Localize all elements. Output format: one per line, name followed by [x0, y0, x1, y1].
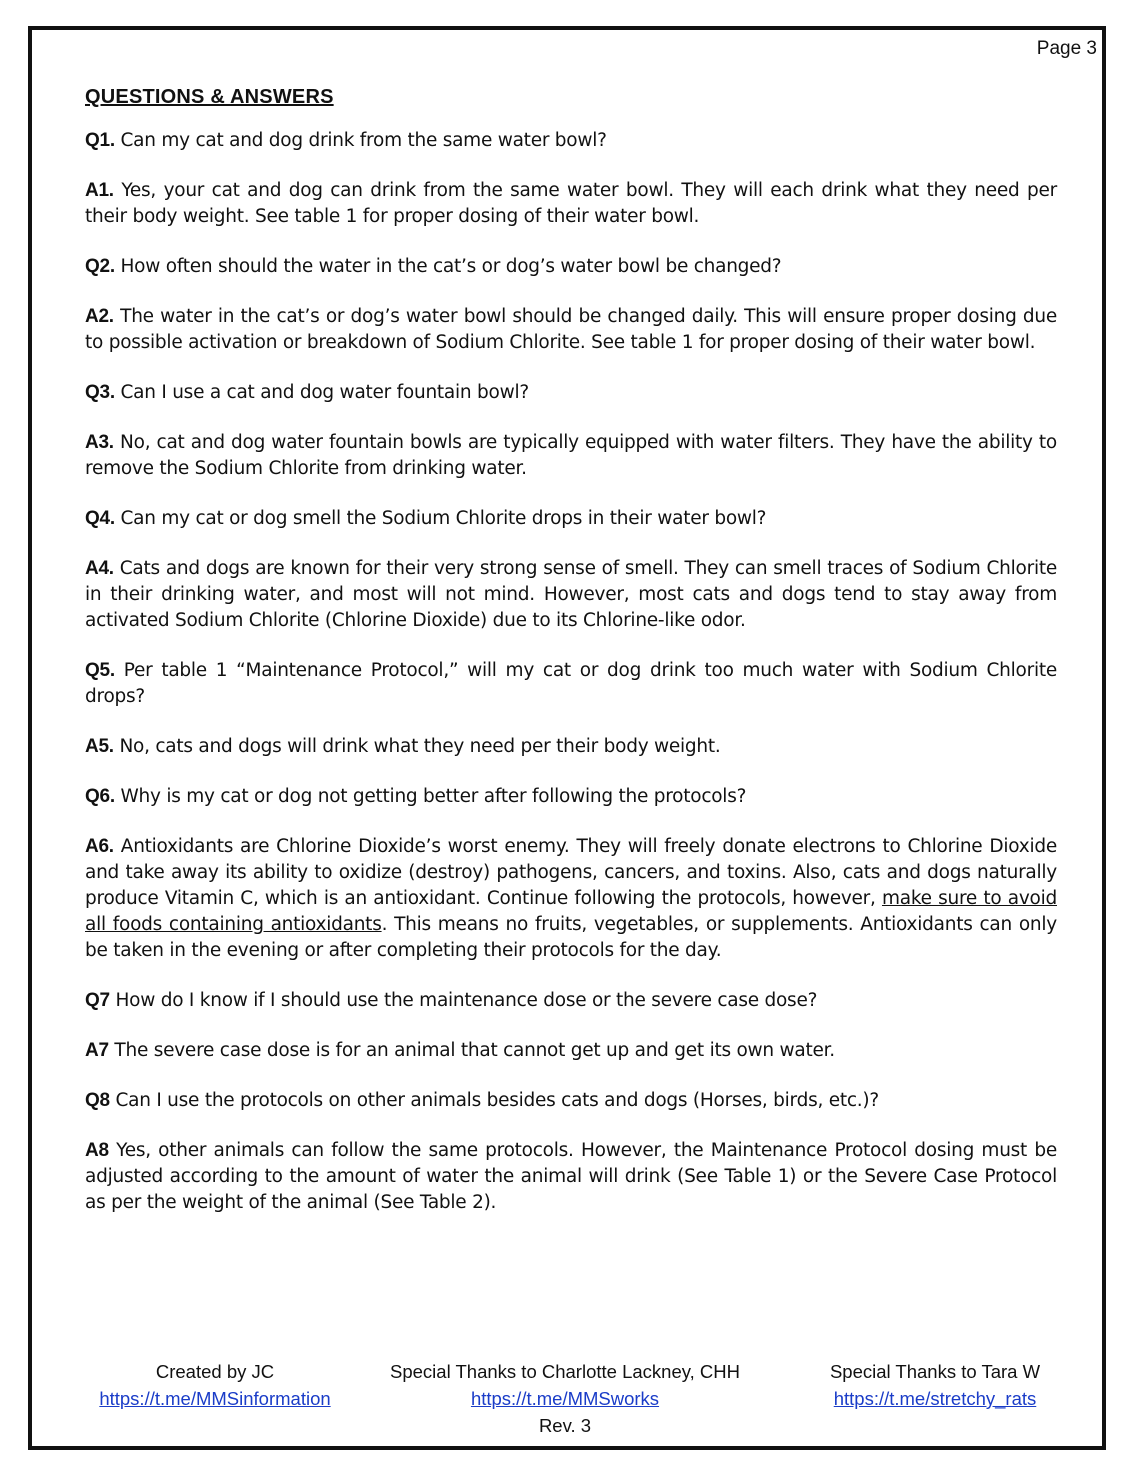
question-2: [85, 254, 1057, 280]
footer-link-stretchy-rats[interactable]: https://t.me/stretchy_rats: [833, 1388, 1037, 1409]
qa-text: No, cat and dog water fountain bowls are typically equipped with water filters. They have the ability to remove the Sodium Chlorite from drinking water.: [85, 432, 1057, 479]
qa-label: A8: [85, 1140, 109, 1161]
qa-text: Cats and dogs are known for their very strong sense of smell. They can smell traces of Sodium Chlorite in their drinking water, and most will not mind. However, most cats and dogs tend to stay away from activated Sodium Chlorite (Chlorine Dioxide) due to its Chlorine-like odor.: [85, 558, 1057, 631]
document-body: [85, 86, 1057, 1240]
qa-label: Q6.: [85, 786, 115, 807]
revision-label: Rev. 3: [538, 1415, 592, 1436]
question-7: [85, 988, 1057, 1014]
qa-text: Antioxidants are Chlorine Dioxide’s worst enemy. They will freely donate electrons to Chlorine Dioxide and take away its ability to oxidize (destroy) pathogens, cancers, and toxins. Also, cats and dogs naturally produce Vitamin C, which is an antioxidant. Continue following the protocols, however,: [85, 836, 1057, 909]
question-4: [85, 506, 1057, 532]
qa-text: Yes, other animals can follow the same protocols. However, the Maintenance Protocol dosing must be adjusted according to the amount of water the animal will drink (See Table 1) or the Severe Case Protocol as per the weight of the animal (See Table 2).: [85, 1140, 1057, 1213]
answer-3: [85, 430, 1057, 482]
qa-text: How do I know if I should use the maintenance dose or the severe case dose?: [109, 990, 818, 1011]
qa-label: Q5.: [85, 660, 115, 681]
question-1: [85, 128, 1057, 154]
footer-link-mmsworks[interactable]: https://t.me/MMSworks: [470, 1388, 660, 1409]
qa-text: Can my cat or dog smell the Sodium Chlorite drops in their water bowl?: [114, 508, 767, 529]
footer-link-mmsinformation[interactable]: https://t.me/MMSinformation: [99, 1388, 331, 1409]
qa-label: A6.: [85, 836, 114, 857]
qa-text: How often should the water in the cat’s or dog’s water bowl be changed?: [114, 256, 782, 277]
page-number: Page 3: [1036, 38, 1097, 59]
answer-6: [85, 834, 1057, 964]
qa-text: No, cats and dogs will drink what they need per their body weight.: [113, 736, 721, 757]
qa-text: Can I use a cat and dog water fountain bowl?: [114, 382, 529, 403]
qa-label: Q3.: [85, 382, 115, 403]
section-heading: QUESTIONS & ANSWERS: [85, 86, 334, 108]
footer-credit-text: Special Thanks to Charlotte Lackney, CHH: [390, 1361, 740, 1382]
qa-label: A7: [85, 1040, 109, 1061]
qa-label: Q1.: [85, 130, 115, 151]
qa-text: Can my cat and dog drink from the same water bowl?: [114, 130, 607, 151]
footer-credit-text: Created by JC: [155, 1361, 275, 1382]
footer-credit-thanks-charlotte: [380, 1358, 750, 1439]
question-6: [85, 784, 1057, 810]
answer-7: [85, 1038, 1057, 1064]
qa-label: A1.: [85, 180, 114, 201]
qa-label: A2.: [85, 306, 114, 327]
answer-4: [85, 556, 1057, 634]
qa-text: Yes, your cat and dog can drink from the same water bowl. They will each drink what they need per their body weight. See table 1 for proper dosing of their water bowl.: [85, 180, 1057, 227]
qa-label: Q4.: [85, 508, 115, 529]
qa-text: Why is my cat or dog not getting better after following the protocols?: [114, 786, 747, 807]
answer-5: [85, 734, 1057, 760]
qa-label: A4.: [85, 558, 114, 579]
qa-text-after: . This means no fruits, vegetables, or supplements. Antioxidants can only be taken in the evening or after completing their protocols for the day.: [85, 914, 1057, 961]
answer-1: [85, 178, 1057, 230]
qa-text: The severe case dose is for an animal that cannot get up and get its own water.: [108, 1040, 835, 1061]
qa-underlined-text: make sure to avoid all foods containing antioxidants: [85, 888, 1057, 935]
footer-credit-text: Special Thanks to Tara W: [829, 1361, 1041, 1382]
qa-label: A5.: [85, 736, 114, 757]
question-5: [85, 658, 1057, 710]
question-3: [85, 380, 1057, 406]
answer-2: [85, 304, 1057, 356]
qa-text: The water in the cat’s or dog’s water bowl should be changed daily. This will ensure proper dosing due to possible activation or breakdown of Sodium Chlorite. See table 1 for proper dosing of their water bowl.: [85, 306, 1057, 353]
qa-label: Q8: [85, 1090, 110, 1111]
footer-credit-creator: [70, 1358, 360, 1412]
qa-text: Can I use the protocols on other animals besides cats and dogs (Horses, birds, etc.)?: [109, 1090, 879, 1111]
answer-8: [85, 1138, 1057, 1216]
qa-label: Q7: [85, 990, 110, 1011]
question-8: [85, 1088, 1057, 1114]
qa-label: A3.: [85, 432, 114, 453]
qa-label: Q2.: [85, 256, 115, 277]
footer-credit-thanks-tara: [790, 1358, 1080, 1412]
qa-text: Per table 1 “Maintenance Protocol,” will my cat or dog drink too much water with Sodium Chlorite drops?: [85, 660, 1057, 707]
